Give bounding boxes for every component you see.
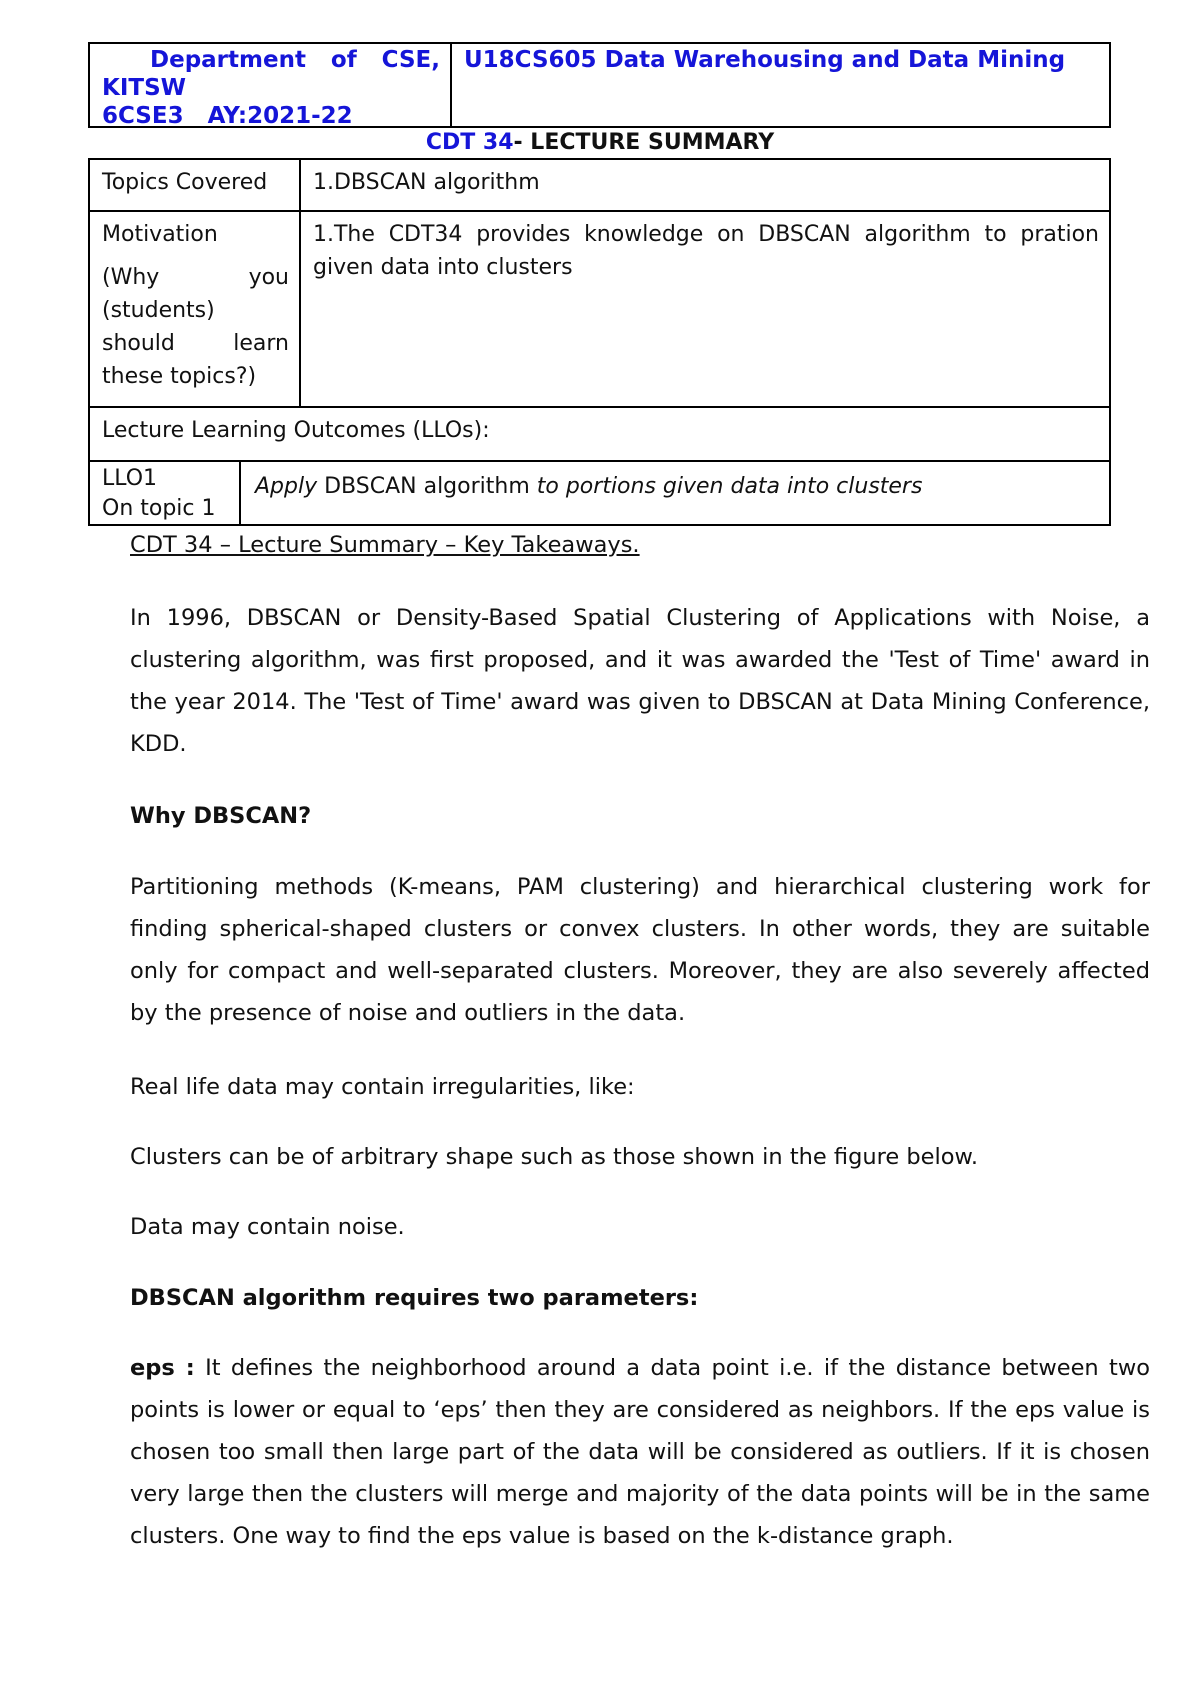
eps-text: It defines the neighborhood around a data point i.e. if the distance between two points is lower or equal to ‘eps’ then they are considered as neighbors. If the eps value is chosen too small then large part of the data will be considered as outliers. If it is chosen very large then the clusters will merge and majority of the data points will be in the same clusters. One way to find the eps value is based on the k-distance graph. [130, 1355, 1150, 1549]
motivation-label-cell [90, 212, 301, 406]
motivation-value: 1.The CDT34 provides knowledge on DBSCAN algorithm to pration given data into clusters [313, 222, 1099, 280]
motivation-label: Motivation [102, 222, 218, 247]
llo1-topic: On topic 1 [102, 496, 216, 521]
topics-label: Topics Covered [90, 160, 301, 210]
llo1-tail: to portions given data into clusters [536, 474, 923, 499]
header-department-cell [90, 44, 452, 129]
eps-paragraph [130, 1347, 1150, 1557]
title-text: - LECTURE SUMMARY [513, 130, 775, 155]
title-code: CDT 34 [425, 130, 514, 155]
noise-paragraph: Data may contain noise. [130, 1214, 405, 1240]
key-takeaways-heading: CDT 34 – Lecture Summary – Key Takeaways. [130, 532, 640, 558]
intro-paragraph: In 1996, DBSCAN or Density-Based Spatial Clustering of Applications with Noise, a clustering algorithm, was first proposed, and it was awarded the 'Test of Time' award in the year 2014. The 'Test of Time' award was given to DBSCAN at Data Mining Conference, KDD. [130, 605, 1150, 757]
motivation-sub-you: you [248, 265, 289, 290]
table-row-motivation [90, 212, 1109, 408]
motivation-sub-should: should [102, 331, 175, 356]
llo1-apply: Apply [255, 474, 318, 499]
table-row-llo-heading [90, 408, 1109, 462]
motivation-sub-students: (students) [102, 298, 215, 323]
header-of-word: of [330, 47, 357, 73]
params-heading: DBSCAN algorithm requires two parameters: [130, 1285, 699, 1311]
llo1-mid: DBSCAN algorithm [317, 474, 537, 499]
llo-heading: Lecture Learning Outcomes (LLOs): [102, 418, 490, 443]
motivation-sub-topics: these topics?) [102, 364, 257, 389]
llo1-outcome [241, 462, 1109, 524]
table-row-llo1 [90, 462, 1109, 524]
why-heading: Why DBSCAN? [130, 803, 312, 829]
arbitrary-paragraph: Clusters can be of arbitrary shape such as those shown in the figure below. [130, 1144, 979, 1170]
motivation-sub-why: (Why [102, 265, 160, 290]
topics-value: 1.DBSCAN algorithm [313, 170, 540, 195]
eps-label: eps : [130, 1355, 195, 1381]
header-institute: KITSW [102, 75, 187, 101]
real-life-paragraph: Real life data may contain irregularities, like: [130, 1074, 635, 1100]
motivation-sub-learn: learn [233, 331, 289, 356]
table-row-topics [90, 160, 1109, 212]
summary-table [88, 158, 1111, 526]
why-paragraph: Partitioning methods (K-means, PAM clustering) and hierarchical clustering work for finding spherical-shaped clusters or convex clusters. In other words, they are suitable only for compact and well-separated clusters. Moreover, they are also severely affected by the presence of noise and outliers in the data. [130, 874, 1150, 1026]
header-cse-word: CSE, [381, 47, 440, 73]
header-dept-word: Department [150, 47, 306, 73]
header-class-year: 6CSE3 AY:2021-22 [102, 103, 353, 129]
page-title [0, 130, 1200, 156]
llo1-label: LLO1 [102, 466, 158, 491]
header-table [88, 42, 1111, 128]
llo1-label-cell [90, 462, 241, 524]
header-course-title: U18CS605 Data Warehousing and Data Mining [464, 47, 1066, 73]
